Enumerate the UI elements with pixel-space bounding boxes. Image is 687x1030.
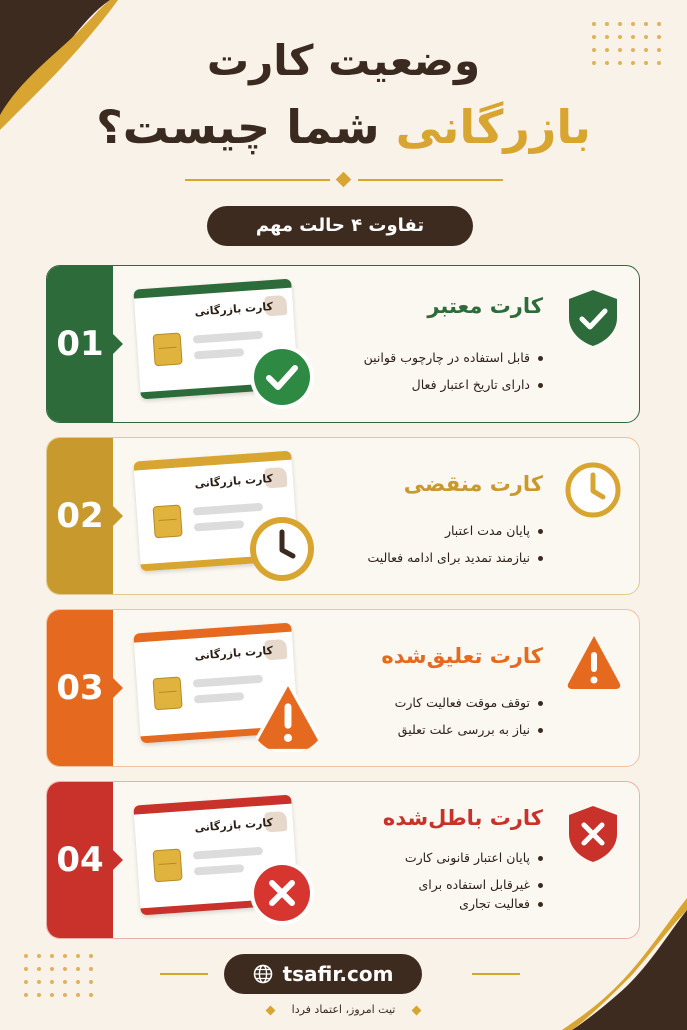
- card-bullets: [283, 695, 543, 749]
- page-title-line1: وضعیت کارت: [206, 36, 481, 85]
- bullet: نیاز به بررسی علت تعلیق: [283, 722, 543, 737]
- footer-line-right: [472, 973, 520, 975]
- card-number: 02: [47, 438, 113, 594]
- card-title: کارت تعلیق‌شده: [381, 644, 543, 668]
- website-link[interactable]: [224, 954, 422, 994]
- card-bullets: [283, 850, 543, 923]
- business-card-label: کارت بازرگانی: [194, 299, 274, 319]
- status-card-revoked: [46, 781, 640, 939]
- website-text: tsafir.com: [282, 962, 394, 986]
- shield-x-icon: [565, 804, 621, 864]
- card-number: 04: [47, 782, 113, 938]
- card-bullets: [283, 523, 543, 577]
- status-card-expired: [46, 437, 640, 595]
- globe-icon: [253, 964, 273, 984]
- status-card-suspended: [46, 609, 640, 767]
- bottom-left-dots: [24, 954, 93, 997]
- clock-icon: [565, 460, 621, 520]
- shield-check-icon: [565, 288, 621, 348]
- business-card-label: کارت بازرگانی: [194, 471, 274, 491]
- title-divider: [185, 172, 503, 188]
- status-card-valid: [46, 265, 640, 423]
- card-number: 01: [47, 266, 113, 422]
- warning-triangle-icon: [563, 632, 625, 692]
- tagline: [0, 1003, 687, 1016]
- business-card-label: کارت بازرگانی: [194, 643, 274, 663]
- title-rest: شما چیست؟: [96, 100, 380, 154]
- card-number: 03: [47, 610, 113, 766]
- business-card-label: کارت بازرگانی: [194, 815, 274, 835]
- footer-line-left: [160, 973, 208, 975]
- title-highlight: بازرگانی: [395, 100, 591, 154]
- tagline-text: تیت امروز، اعتماد فردا: [291, 1003, 396, 1016]
- bullet: پایان اعتبار قانونی کارت: [283, 850, 543, 865]
- bullet: غیرقابل استفاده برای: [283, 877, 543, 892]
- bullet: پایان مدت اعتبار: [283, 523, 543, 538]
- bullet: قابل استفاده در چارچوب قوانین: [283, 350, 543, 365]
- card-title: کارت باطل‌شده: [382, 806, 543, 830]
- bullet: نیازمند تمدید برای ادامه فعالیت: [283, 550, 543, 565]
- page-title-line2: [0, 100, 687, 154]
- card-bullets: [283, 350, 543, 404]
- bullet: توقف موقت فعالیت کارت: [283, 695, 543, 710]
- card-title: کارت معتبر: [427, 294, 543, 318]
- bullet: دارای تاریخ اعتبار فعال: [283, 377, 543, 392]
- subtitle-pill: تفاوت ۴ حالت مهم: [207, 206, 473, 246]
- card-title: کارت منقضی: [403, 472, 543, 496]
- bullet-continued: فعالیت تجاری: [283, 896, 543, 911]
